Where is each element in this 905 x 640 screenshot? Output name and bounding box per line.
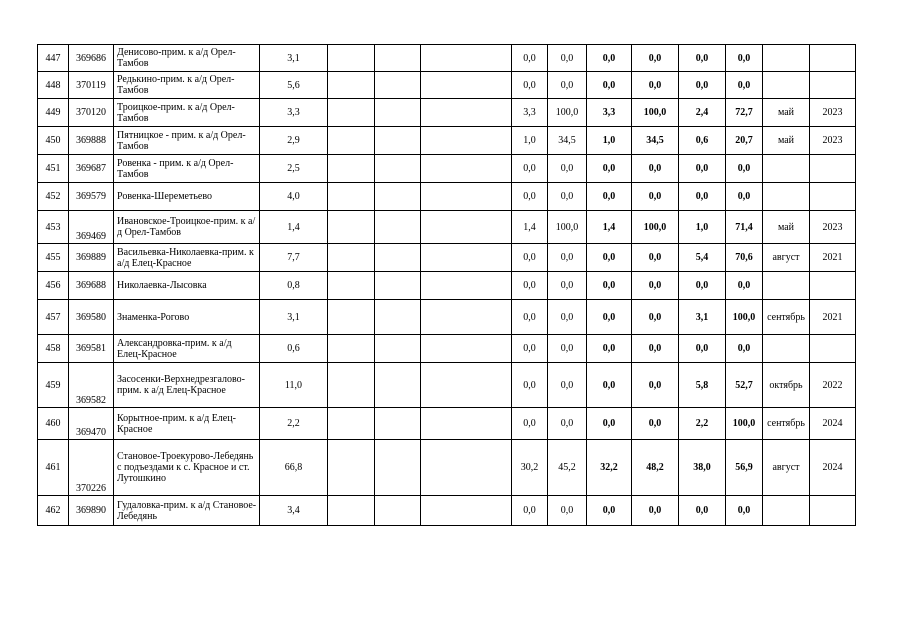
road-name-cell: Ровенка-Шереметьево [114, 183, 260, 211]
value-bold-cell: 0,0 [679, 45, 726, 72]
empty-cell [421, 244, 512, 272]
road-code-cell: 369686 [69, 45, 114, 72]
road-name-cell: Пятницкое - прим. к а/д Орел-Тамбов [114, 127, 260, 155]
empty-cell [328, 183, 375, 211]
percent-cell: 34,5 [548, 127, 587, 155]
percent-cell: 0,0 [548, 45, 587, 72]
row-number-cell: 453 [38, 211, 69, 244]
empty-cell [421, 211, 512, 244]
value-cell: 0,0 [512, 363, 548, 408]
value-bold-cell: 5,8 [679, 363, 726, 408]
length-cell: 7,7 [260, 244, 328, 272]
road-name-cell: Знаменка-Рогово [114, 300, 260, 335]
road-name-cell: Засосенки-Верхнедрезгалово-прим. к а/д Елец-Красное [114, 363, 260, 408]
percent-cell: 0,0 [548, 244, 587, 272]
length-cell: 1,4 [260, 211, 328, 244]
value-bold-cell: 0,0 [679, 183, 726, 211]
value-bold-cell: 0,0 [587, 244, 632, 272]
percent-bold-cell: 0,0 [726, 272, 763, 300]
empty-cell [375, 335, 421, 363]
empty-cell [375, 183, 421, 211]
empty-cell [421, 127, 512, 155]
percent-bold-cell: 52,7 [726, 363, 763, 408]
road-code-cell: 370120 [69, 99, 114, 127]
empty-cell [328, 335, 375, 363]
length-cell: 0,8 [260, 272, 328, 300]
road-code-cell: 369580 [69, 300, 114, 335]
empty-cell [421, 45, 512, 72]
table-row [38, 335, 856, 363]
percent-cell: 0,0 [548, 183, 587, 211]
month-cell: август [763, 244, 810, 272]
value-bold-cell: 0,0 [587, 183, 632, 211]
value-bold-cell: 2,2 [679, 408, 726, 440]
percent-bold-cell: 0,0 [726, 155, 763, 183]
percent-bold-cell: 0,0 [632, 155, 679, 183]
length-cell: 2,5 [260, 155, 328, 183]
row-number-cell: 447 [38, 45, 69, 72]
year-cell: 2023 [810, 127, 856, 155]
value-bold-cell: 0,0 [679, 272, 726, 300]
empty-cell [375, 155, 421, 183]
value-bold-cell: 0,0 [679, 72, 726, 99]
percent-bold-cell: 48,2 [632, 440, 679, 496]
month-cell [763, 335, 810, 363]
length-cell: 4,0 [260, 183, 328, 211]
year-cell: 2021 [810, 300, 856, 335]
road-code-cell: 369581 [69, 335, 114, 363]
empty-cell [375, 440, 421, 496]
month-cell: октябрь [763, 363, 810, 408]
empty-cell [328, 496, 375, 526]
empty-cell [421, 183, 512, 211]
empty-cell [328, 99, 375, 127]
value-cell: 0,0 [512, 155, 548, 183]
percent-cell: 0,0 [548, 496, 587, 526]
percent-bold-cell: 0,0 [632, 300, 679, 335]
percent-bold-cell: 0,0 [632, 335, 679, 363]
year-cell [810, 183, 856, 211]
table-row [38, 183, 856, 211]
row-number-cell: 451 [38, 155, 69, 183]
percent-bold-cell: 0,0 [632, 244, 679, 272]
road-table [37, 44, 856, 526]
value-bold-cell: 0,0 [587, 363, 632, 408]
percent-bold-cell: 0,0 [632, 272, 679, 300]
month-cell: май [763, 99, 810, 127]
empty-cell [375, 211, 421, 244]
percent-bold-cell: 34,5 [632, 127, 679, 155]
empty-cell [328, 440, 375, 496]
row-number-cell: 455 [38, 244, 69, 272]
road-name-cell: Денисово-прим. к а/д Орел-Тамбов [114, 45, 260, 72]
empty-cell [328, 408, 375, 440]
value-bold-cell: 3,3 [587, 99, 632, 127]
percent-bold-cell: 20,7 [726, 127, 763, 155]
road-name-cell: Редькино-прим. к а/д Орел-Тамбов [114, 72, 260, 99]
table-row [38, 211, 856, 244]
value-bold-cell: 0,0 [587, 45, 632, 72]
percent-cell: 100,0 [548, 99, 587, 127]
length-cell: 11,0 [260, 363, 328, 408]
empty-cell [328, 127, 375, 155]
value-cell: 0,0 [512, 244, 548, 272]
percent-cell: 0,0 [548, 363, 587, 408]
empty-cell [421, 300, 512, 335]
length-cell: 2,2 [260, 408, 328, 440]
table-row [38, 300, 856, 335]
value-cell: 3,3 [512, 99, 548, 127]
empty-cell [375, 244, 421, 272]
value-bold-cell: 1,0 [679, 211, 726, 244]
row-number-cell: 459 [38, 363, 69, 408]
value-bold-cell: 0,0 [587, 272, 632, 300]
road-name-cell: Становое-Троекурово-Лебедянь с подъездами к с. Красное и ст. Лутошкино [114, 440, 260, 496]
value-cell: 1,4 [512, 211, 548, 244]
percent-bold-cell: 100,0 [632, 99, 679, 127]
year-cell [810, 272, 856, 300]
table-row [38, 408, 856, 440]
empty-cell [328, 72, 375, 99]
length-cell: 2,9 [260, 127, 328, 155]
year-cell [810, 155, 856, 183]
value-cell: 0,0 [512, 496, 548, 526]
row-number-cell: 448 [38, 72, 69, 99]
length-cell: 5,6 [260, 72, 328, 99]
percent-bold-cell: 0,0 [726, 183, 763, 211]
value-bold-cell: 0,0 [587, 335, 632, 363]
value-cell: 0,0 [512, 408, 548, 440]
year-cell: 2021 [810, 244, 856, 272]
percent-bold-cell: 72,7 [726, 99, 763, 127]
empty-cell [421, 363, 512, 408]
percent-bold-cell: 0,0 [632, 408, 679, 440]
percent-cell: 0,0 [548, 155, 587, 183]
year-cell: 2022 [810, 363, 856, 408]
table-row [38, 440, 856, 496]
month-cell [763, 272, 810, 300]
value-bold-cell: 32,2 [587, 440, 632, 496]
row-number-cell: 458 [38, 335, 69, 363]
percent-bold-cell: 56,9 [726, 440, 763, 496]
road-name-cell: Ровенка - прим. к а/д Орел-Тамбов [114, 155, 260, 183]
table-row [38, 272, 856, 300]
value-cell: 0,0 [512, 45, 548, 72]
value-bold-cell: 0,0 [587, 155, 632, 183]
road-code-cell: 369579 [69, 183, 114, 211]
year-cell: 2024 [810, 408, 856, 440]
row-number-cell: 450 [38, 127, 69, 155]
percent-bold-cell: 0,0 [632, 496, 679, 526]
road-code-cell: 369687 [69, 155, 114, 183]
empty-cell [421, 335, 512, 363]
road-code-cell: 369470 [69, 408, 114, 440]
road-code-cell: 369889 [69, 244, 114, 272]
empty-cell [375, 363, 421, 408]
month-cell: май [763, 211, 810, 244]
percent-bold-cell: 0,0 [632, 45, 679, 72]
month-cell [763, 496, 810, 526]
month-cell [763, 45, 810, 72]
value-bold-cell: 5,4 [679, 244, 726, 272]
table-row [38, 496, 856, 526]
road-name-cell: Гудаловка-прим. к а/д Становое-Лебедянь [114, 496, 260, 526]
road-code-cell: 370226 [69, 440, 114, 496]
percent-cell: 100,0 [548, 211, 587, 244]
row-number-cell: 462 [38, 496, 69, 526]
empty-cell [375, 99, 421, 127]
road-name-cell: Корытное-прим. к а/д Елец-Красное [114, 408, 260, 440]
empty-cell [421, 272, 512, 300]
percent-cell: 0,0 [548, 408, 587, 440]
empty-cell [421, 155, 512, 183]
percent-cell: 0,0 [548, 335, 587, 363]
percent-bold-cell: 100,0 [726, 300, 763, 335]
empty-cell [375, 272, 421, 300]
year-cell: 2024 [810, 440, 856, 496]
year-cell: 2023 [810, 211, 856, 244]
percent-bold-cell: 100,0 [632, 211, 679, 244]
table-row [38, 127, 856, 155]
percent-bold-cell: 0,0 [632, 363, 679, 408]
value-bold-cell: 2,4 [679, 99, 726, 127]
empty-cell [421, 99, 512, 127]
empty-cell [375, 496, 421, 526]
empty-cell [421, 408, 512, 440]
value-bold-cell: 0,6 [679, 127, 726, 155]
road-name-cell: Троицкое-прим. к а/д Орел-Тамбов [114, 99, 260, 127]
row-number-cell: 457 [38, 300, 69, 335]
row-number-cell: 461 [38, 440, 69, 496]
value-bold-cell: 0,0 [587, 300, 632, 335]
value-cell: 1,0 [512, 127, 548, 155]
percent-bold-cell: 0,0 [632, 183, 679, 211]
value-cell: 0,0 [512, 300, 548, 335]
value-cell: 0,0 [512, 272, 548, 300]
percent-bold-cell: 0,0 [632, 72, 679, 99]
month-cell: май [763, 127, 810, 155]
value-bold-cell: 0,0 [679, 335, 726, 363]
table-row [38, 363, 856, 408]
value-bold-cell: 0,0 [587, 496, 632, 526]
road-code-cell: 369888 [69, 127, 114, 155]
road-code-cell: 370119 [69, 72, 114, 99]
row-number-cell: 449 [38, 99, 69, 127]
road-code-cell: 369469 [69, 211, 114, 244]
empty-cell [375, 300, 421, 335]
value-bold-cell: 0,0 [587, 408, 632, 440]
value-cell: 30,2 [512, 440, 548, 496]
table-row [38, 45, 856, 72]
empty-cell [328, 363, 375, 408]
month-cell: сентябрь [763, 300, 810, 335]
value-bold-cell: 0,0 [679, 155, 726, 183]
empty-cell [375, 408, 421, 440]
value-bold-cell: 0,0 [679, 496, 726, 526]
value-bold-cell: 0,0 [587, 72, 632, 99]
value-bold-cell: 1,0 [587, 127, 632, 155]
table-row [38, 72, 856, 99]
length-cell: 3,3 [260, 99, 328, 127]
percent-bold-cell: 100,0 [726, 408, 763, 440]
month-cell [763, 155, 810, 183]
length-cell: 66,8 [260, 440, 328, 496]
month-cell [763, 72, 810, 99]
empty-cell [328, 155, 375, 183]
percent-cell: 45,2 [548, 440, 587, 496]
value-bold-cell: 3,1 [679, 300, 726, 335]
empty-cell [328, 272, 375, 300]
value-cell: 0,0 [512, 335, 548, 363]
row-number-cell: 452 [38, 183, 69, 211]
percent-bold-cell: 0,0 [726, 335, 763, 363]
empty-cell [421, 440, 512, 496]
empty-cell [421, 496, 512, 526]
month-cell: сентябрь [763, 408, 810, 440]
year-cell [810, 335, 856, 363]
percent-cell: 0,0 [548, 272, 587, 300]
empty-cell [421, 72, 512, 99]
road-name-cell: Александровка-прим. к а/д Елец-Красное [114, 335, 260, 363]
percent-cell: 0,0 [548, 72, 587, 99]
length-cell: 3,1 [260, 45, 328, 72]
percent-bold-cell: 0,0 [726, 496, 763, 526]
road-code-cell: 369582 [69, 363, 114, 408]
value-bold-cell: 1,4 [587, 211, 632, 244]
road-name-cell: Васильевка-Николаевка-прим. к а/д Елец-Красное [114, 244, 260, 272]
empty-cell [328, 45, 375, 72]
empty-cell [375, 127, 421, 155]
value-cell: 0,0 [512, 183, 548, 211]
value-bold-cell: 38,0 [679, 440, 726, 496]
year-cell: 2023 [810, 99, 856, 127]
year-cell [810, 496, 856, 526]
row-number-cell: 460 [38, 408, 69, 440]
table-row [38, 155, 856, 183]
row-number-cell: 456 [38, 272, 69, 300]
value-cell: 0,0 [512, 72, 548, 99]
empty-cell [375, 72, 421, 99]
percent-bold-cell: 71,4 [726, 211, 763, 244]
percent-bold-cell: 0,0 [726, 45, 763, 72]
empty-cell [375, 45, 421, 72]
length-cell: 3,4 [260, 496, 328, 526]
road-code-cell: 369688 [69, 272, 114, 300]
month-cell: август [763, 440, 810, 496]
percent-cell: 0,0 [548, 300, 587, 335]
road-name-cell: Николаевка-Лысовка [114, 272, 260, 300]
year-cell [810, 72, 856, 99]
table-row [38, 244, 856, 272]
empty-cell [328, 300, 375, 335]
empty-cell [328, 211, 375, 244]
road-name-cell: Ивановское-Троицкое-прим. к а/д Орел-Тамбов [114, 211, 260, 244]
length-cell: 0,6 [260, 335, 328, 363]
road-code-cell: 369890 [69, 496, 114, 526]
year-cell [810, 45, 856, 72]
percent-bold-cell: 70,6 [726, 244, 763, 272]
length-cell: 3,1 [260, 300, 328, 335]
table-row [38, 99, 856, 127]
month-cell [763, 183, 810, 211]
percent-bold-cell: 0,0 [726, 72, 763, 99]
empty-cell [328, 244, 375, 272]
